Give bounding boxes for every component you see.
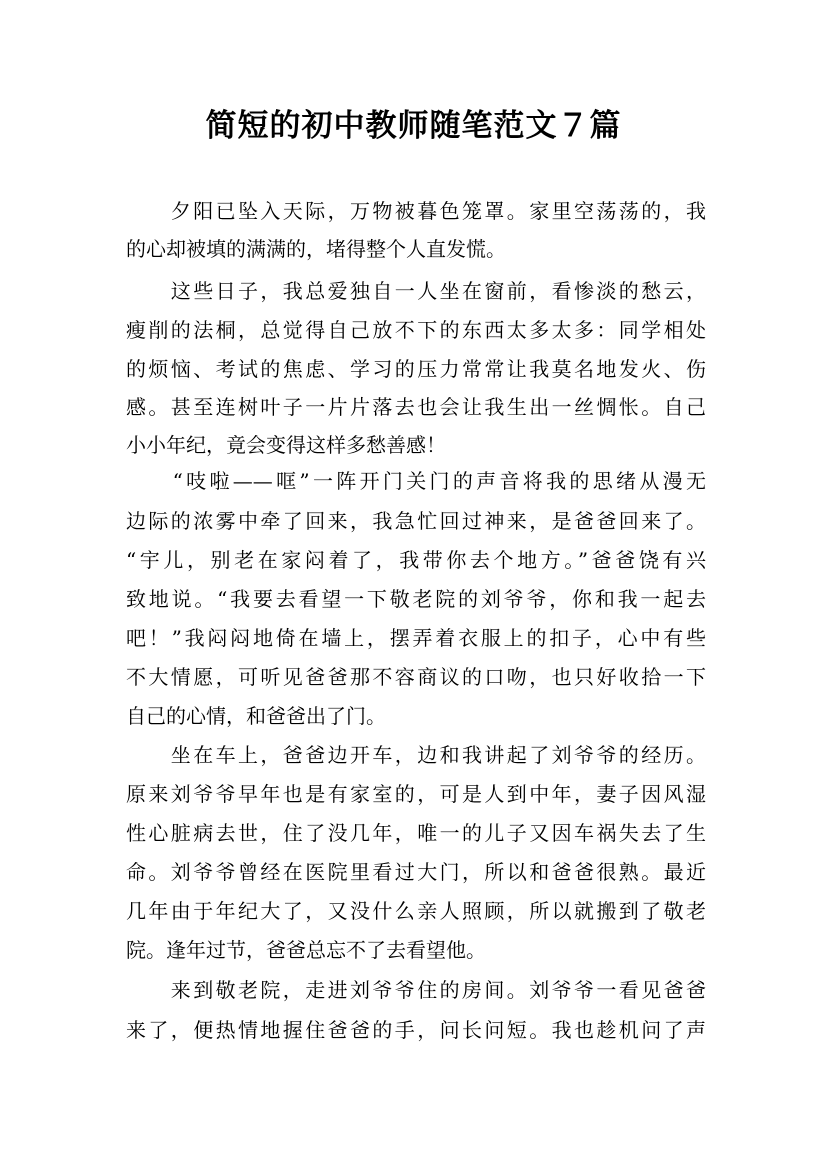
text-line: 来到敬老院，走进刘爷爷住的房间。刘爷爷一看见爸爸 [126, 978, 706, 1002]
text-line: 的烦恼、考试的焦虑、学习的压力常常让我莫名地发火、伤 [126, 357, 706, 381]
text-line: 自己的心情，和爸爸出了门。 [126, 704, 386, 728]
text-line: 边际的浓雾中牵了回来，我急忙回过神来，是爸爸回来了。 [126, 509, 706, 533]
text-line: 坐在车上，爸爸边开车，边和我讲起了刘爷爷的经历。 [126, 743, 706, 767]
text-line: 命。刘爷爷曾经在医院里看过大门，所以和爸爸很熟。最近 [126, 860, 706, 884]
text-line: 吧！”我闷闷地倚在墙上，摆弄着衣服上的扣子，心中有些 [126, 626, 706, 650]
text-line: 性心脏病去世，住了没几年，唯一的儿子又因车祸失去了生 [126, 821, 706, 845]
text-line: 原来刘爷爷早年也是有家室的，可是人到中年，妻子因风湿 [126, 782, 706, 806]
text-line: 这些日子，我总爱独自一人坐在窗前，看惨淡的愁云， [126, 279, 706, 303]
text-line: 不大情愿，可听见爸爸那不容商议的口吻，也只好收拾一下 [126, 665, 706, 689]
text-line: “宇儿，别老在家闷着了，我带你去个地方。”爸爸饶有兴 [126, 548, 706, 572]
text-line: 来了，便热情地握住爸爸的手，问长问短。我也趁机问了声 [126, 1018, 706, 1042]
text-line: 瘦削的法桐，总觉得自己放不下的东西太多太多：同学相处 [126, 318, 706, 342]
text-line: 感。甚至连树叶子一片片落去也会让我生出一丝惆怅。自己 [126, 395, 706, 419]
text-line: 的心却被填的满满的，堵得整个人直发慌。 [126, 237, 506, 261]
text-line: 院。逢年过节，爸爸总忘不了去看望他。 [126, 938, 486, 962]
text-line: “吱啦——哐”一阵开门关门的声音将我的思绪从漫无 [126, 469, 706, 493]
text-line: 致地说。“我要去看望一下敬老院的刘爷爷，你和我一起去 [126, 587, 706, 611]
document-title: 简短的初中教师随笔范文７篇 [205, 108, 622, 144]
text-line: 几年由于年纪大了，又没什么亲人照顾，所以就搬到了敬老 [126, 899, 706, 923]
text-line: 夕阳已坠入天际，万物被暮色笼罩。家里空荡荡的，我 [126, 199, 706, 223]
text-line: 小小年纪，竟会变得这样多愁善感！ [126, 433, 446, 457]
